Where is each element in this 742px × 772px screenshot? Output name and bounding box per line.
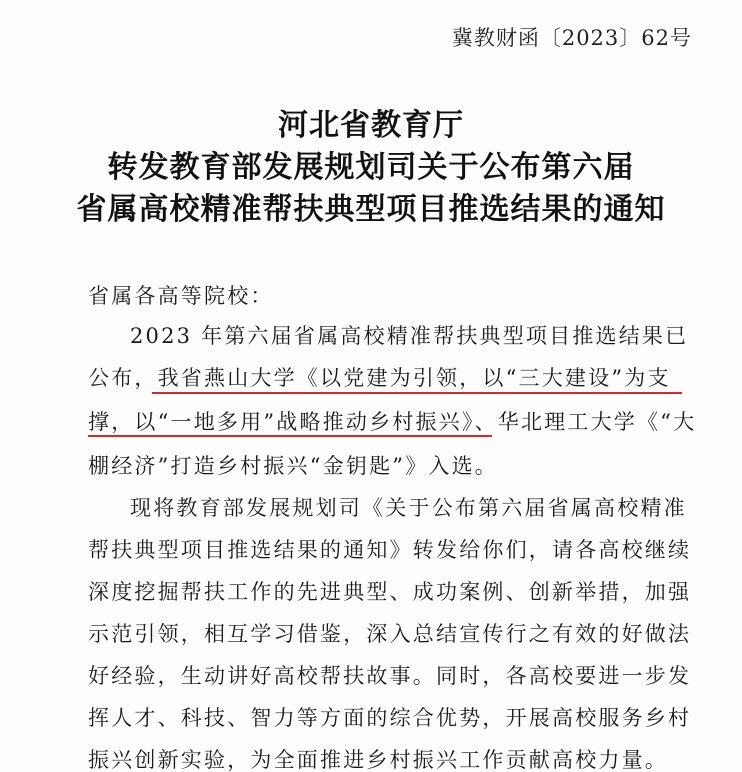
paragraph2-line-7: 振兴创新实验，为全面推进乡村振兴工作贡献高校力量。 — [88, 748, 668, 772]
paragraph1-line-4: 棚经济”打造乡村振兴“金钥匙”》入选。 — [88, 454, 499, 478]
paragraph2-line-6: 挥人才、科技、智力等方面的综合优势，开展高校服务乡村 — [88, 706, 692, 730]
paragraph1-line-1: 2023 年第六届省属高校精准帮扶典型项目推选结果已 — [130, 324, 689, 348]
paragraph2-line-3: 深度挖掘帮扶工作的先进典型、成功案例、创新举措，加强 — [88, 580, 692, 604]
title-line-1: 河北省教育厅 — [278, 108, 464, 143]
highlight-underline-2 — [88, 435, 492, 437]
paragraph1-line-2: 公布，我省燕山大学《以党建为引领，以“三大建设”为支 — [88, 366, 671, 390]
paragraph2-line-4: 示范引领，相互学习借鉴，深入总结宣传行之有效的好做法 — [88, 622, 692, 646]
paragraph2-line-5: 好经验，生动讲好高校帮扶故事。同时，各高校要进一步发 — [88, 664, 692, 688]
title-line-3: 省属高校精准帮扶典型项目推选结果的通知 — [76, 192, 666, 227]
highlight-underline-1 — [152, 392, 682, 394]
document-number: 冀教财函〔2023〕62号 — [451, 26, 692, 50]
salutation: 省属各高等院校： — [88, 284, 274, 308]
title-line-2: 转发教育部发展规划司关于公布第六届 — [107, 150, 635, 185]
paragraph2-line-2: 帮扶典型项目推选结果的通知》转发给你们，请各高校继续 — [88, 538, 692, 562]
paragraph1-line-3: 撑，以“一地多用”战略推动乡村振兴》、华北理工大学《“大 — [88, 410, 697, 434]
paragraph2-line-1: 现将教育部发展规划司《关于公布第六届省属高校精准 — [130, 496, 687, 520]
